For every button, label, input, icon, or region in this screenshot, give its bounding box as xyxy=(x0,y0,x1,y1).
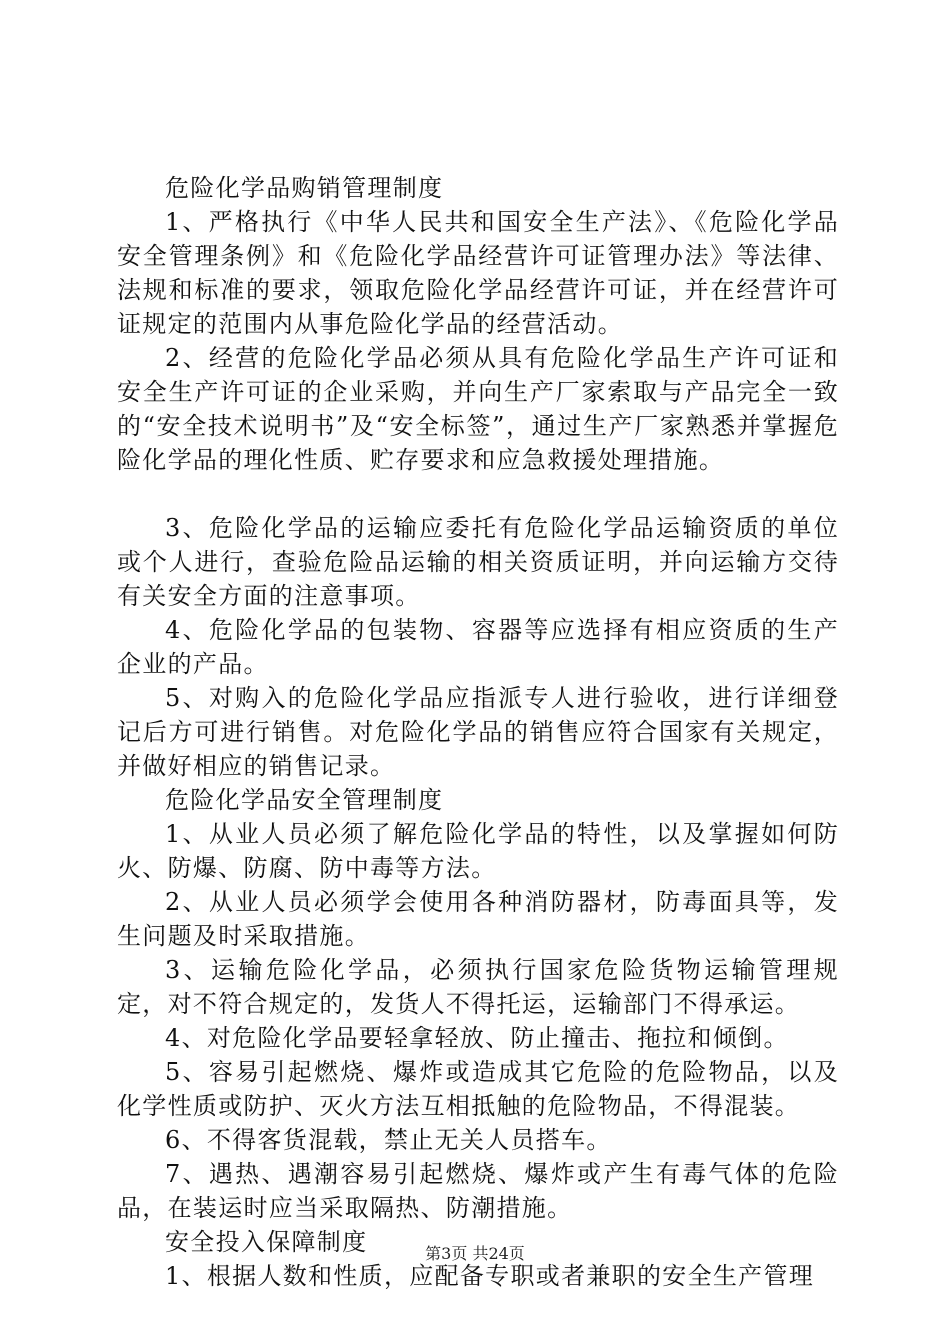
paragraph: 2、经营的危险化学品必须从具有危险化学品生产许可证和安全生产许可证的企业采购，并向生产厂家索取与产品完全一致的“安全技术说明书”及“安全标签”，通过生产厂家熟悉并掌握危险化学品的理化性质、贮存要求和应急救援处理措施。 xyxy=(117,344,839,474)
paragraph: 3、运输危险化学品，必须执行国家危险货物运输管理规定，对不符合规定的，发货人不得托运，运输部门不得承运。 xyxy=(117,956,839,1018)
paragraph: 7、遇热、遇潮容易引起燃烧、爆炸或产生有毒气体的危险品，在装运时应当采取隔热、防潮措施。 xyxy=(117,1160,839,1222)
page-footer: 第3页 共24页 xyxy=(425,1244,525,1263)
section-title-purchase-sales: 危险化学品购销管理制度 xyxy=(165,174,444,202)
paragraph: 1、从业人员必须了解危险化学品的特性，以及掌握如何防火、防爆、防腐、防中毒等方法。 xyxy=(117,820,839,882)
section-title-safety-investment: 安全投入保障制度 xyxy=(165,1228,368,1256)
paragraph: 1、根据人数和性质，应配备专职或者兼职的安全生产管理 xyxy=(165,1262,815,1290)
paragraph: 3、危险化学品的运输应委托有危险化学品运输资质的单位或个人进行，查验危险品运输的相关资质证明，并向运输方交待有关安全方面的注意事项。 xyxy=(117,514,839,610)
paragraph: 1、严格执行《中华人民共和国安全生产法》、《危险化学品安全管理条例》和《危险化学品经营许可证管理办法》等法律、法规和标准的要求，领取危险化学品经营许可证，并在经营许可证规定的范围内从事危险化学品的经营活动。 xyxy=(117,208,839,338)
blank-line xyxy=(117,477,839,511)
paragraph: 4、危险化学品的包装物、容器等应选择有相应资质的生产企业的产品。 xyxy=(117,616,839,678)
paragraph: 2、从业人员必须学会使用各种消防器材，防毒面具等，发生问题及时采取措施。 xyxy=(117,888,839,950)
paragraph: 5、对购入的危险化学品应指派专人进行验收，进行详细登记后方可进行销售。对危险化学品的销售应符合国家有关规定，并做好相应的销售记录。 xyxy=(117,684,839,780)
document-body xyxy=(117,171,839,1293)
section-title-safety-management: 危险化学品安全管理制度 xyxy=(165,786,444,814)
paragraph: 6、不得客货混载，禁止无关人员搭车。 xyxy=(165,1126,612,1154)
paragraph: 5、容易引起燃烧、爆炸或造成其它危险的危险物品，以及化学性质或防护、灭火方法互相抵触的危险物品，不得混装。 xyxy=(117,1058,839,1120)
paragraph: 4、对危险化学品要轻拿轻放、防止撞击、拖拉和倾倒。 xyxy=(165,1024,789,1052)
